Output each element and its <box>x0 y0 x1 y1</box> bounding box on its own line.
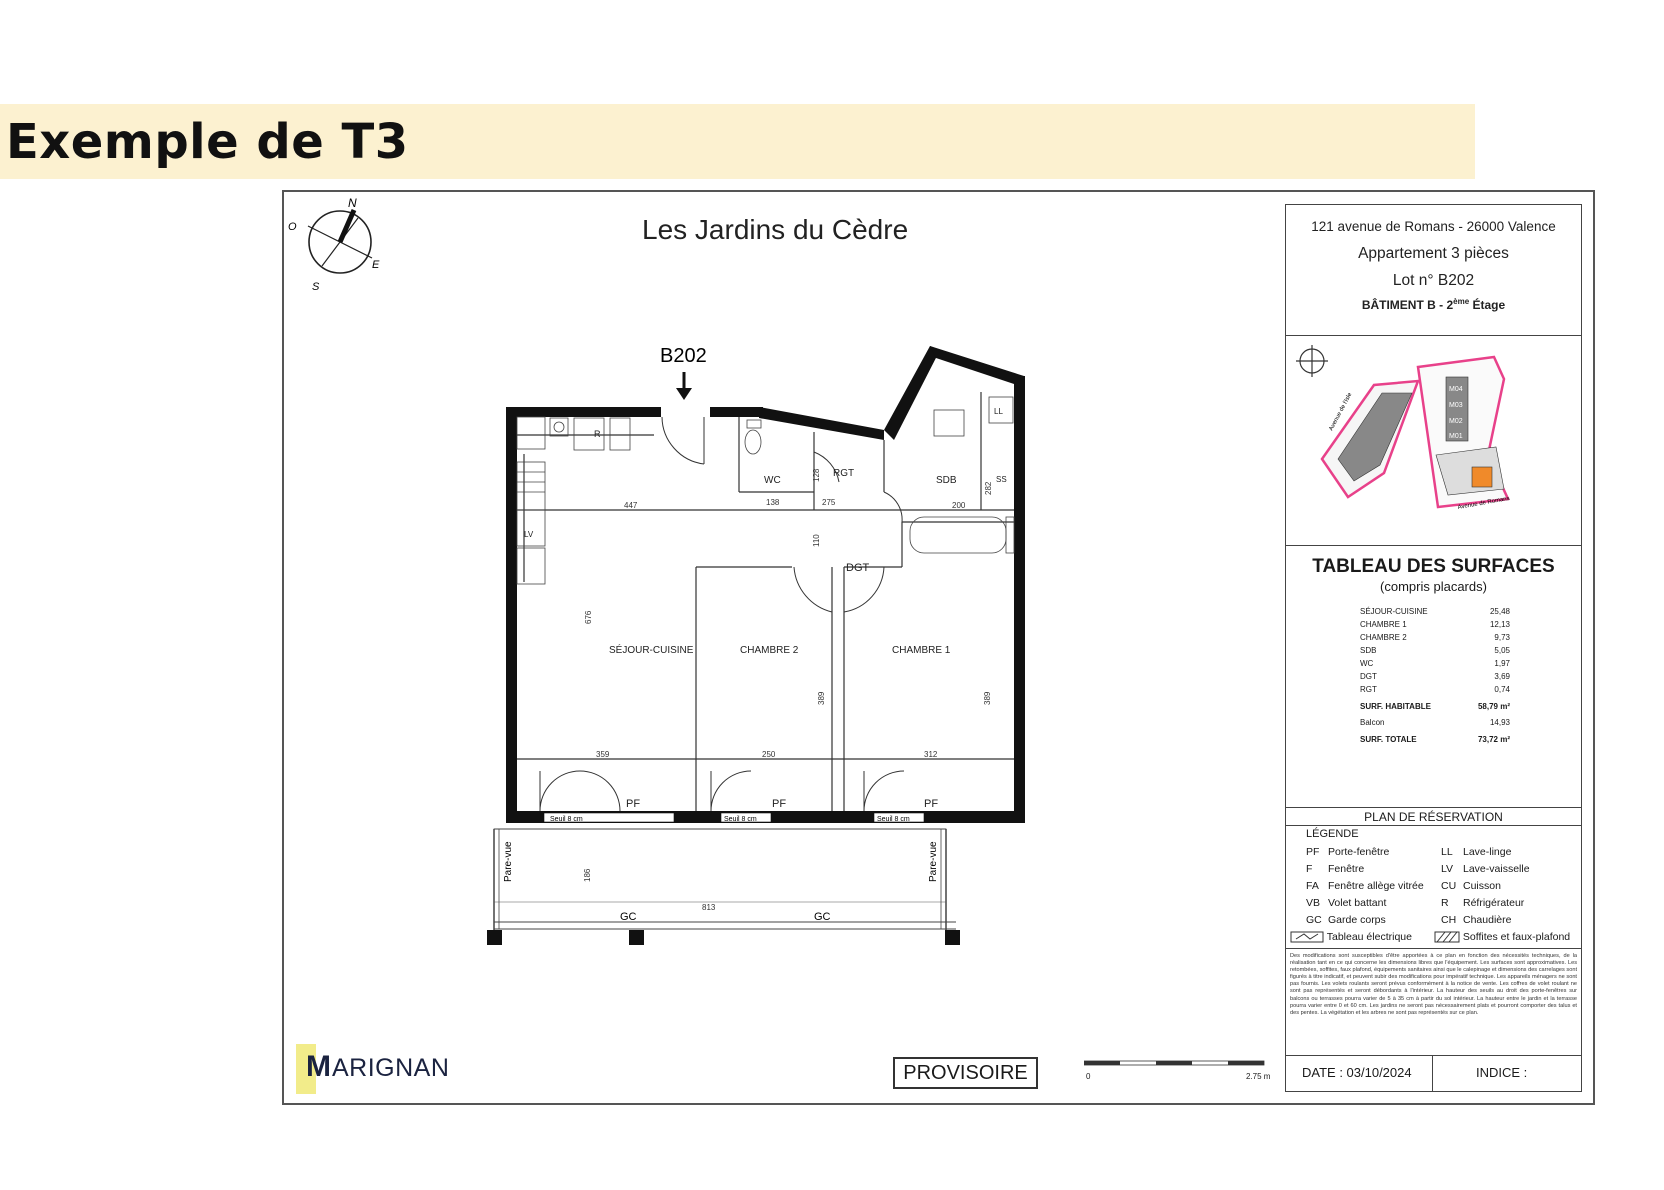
svg-text:M01: M01 <box>1449 433 1463 440</box>
apartment-type: Appartement 3 pièces <box>1358 245 1509 262</box>
room-rgt: RGT <box>833 468 855 479</box>
pare-vue-right: Pare-vue <box>928 841 939 882</box>
legend-item: CU Cuisson <box>1441 880 1501 892</box>
info-panel <box>1285 204 1582 1092</box>
legend-item: Tableau électrique <box>1290 931 1412 943</box>
scale-start: 0 <box>1086 1072 1091 1081</box>
room-wc: WC <box>764 475 781 486</box>
svg-text:186: 186 <box>583 868 592 882</box>
svg-text:813: 813 <box>702 903 716 912</box>
fixture-lv: LV <box>524 530 534 539</box>
surfaces-table <box>1360 605 1510 749</box>
total-row: SURF. TOTALE 73,72 m² <box>1360 735 1510 744</box>
svg-text:PF: PF <box>626 798 641 810</box>
table-row: SDB 5,05 <box>1360 646 1510 655</box>
legend-item: R Réfrigérateur <box>1441 897 1525 909</box>
svg-text:138: 138 <box>766 498 780 507</box>
pare-vue-left: Pare-vue <box>503 841 514 882</box>
svg-text:PF: PF <box>772 798 787 810</box>
banner-title: Exemple de T3 <box>6 114 409 170</box>
floor-plan <box>284 192 1284 972</box>
indice: INDICE : <box>1476 1065 1528 1080</box>
legend-item: GC Garde corps <box>1306 914 1386 926</box>
tableau-electrique-icon <box>1290 931 1324 943</box>
svg-text:359: 359 <box>596 750 610 759</box>
fixture-r: R <box>594 429 601 439</box>
svg-text:389: 389 <box>817 691 826 705</box>
legend-title: LÉGENDE <box>1306 828 1359 840</box>
legend-item: LL Lave-linge <box>1441 846 1512 858</box>
svg-text:Seuil 8 cm: Seuil 8 cm <box>877 816 910 823</box>
svg-text:PF: PF <box>924 798 939 810</box>
gc-right: GC <box>814 911 831 923</box>
legend-item: F Fenêtre <box>1306 863 1365 875</box>
disclaimer: Des modifications sont susceptibles d'être apportées à ce plan en fonction des nécessités techniques, de la réalisation tant en ce qui concerne les dimensions libres que l'équipement. Les surfaces sont approximatives. Les retombées, soffites, faux plafond, équipements sanitaires ainsi que le calepinage et dimensions des carrelages sont figurés à titre indicatif, et peuvent subir des modifications pour impératif technique. Les appareils ménagers ne sont pas fournis. Les volets roulants seront prévus conformément à la notice de vente. Les coffres de volet roulant ne sont pas représentés et seront débordants à l'intérieur. La hauteur des seuils au droit des porte-fenêtres sur balcons ou terrasses pourra varier de 5 à 35 cm à partir du sol intérieur. La hauteur entre le jardin et la terrasse pourra varier entre 0 et 60 cm. Les jardins ne seront pas nécessairement plats et pourront comporter des talus et des pentes. La végétation et les arbres ne sont pas représentés sur ce plan. <box>1290 953 1577 1016</box>
svg-text:Avenue de Romans: Avenue de Romans <box>1457 495 1511 511</box>
date-row <box>1286 1055 1581 1092</box>
site-plan <box>1286 337 1581 547</box>
svg-text:Seuil 8 cm: Seuil 8 cm <box>724 816 757 823</box>
compass-e: E <box>372 259 380 271</box>
room-dgt: DGT <box>846 562 870 574</box>
gc-left: GC <box>620 911 637 923</box>
surfaces-title: TABLEAU DES SURFACES <box>1312 556 1555 577</box>
table-row: RGT 0,74 <box>1360 685 1510 694</box>
address: 121 avenue de Romans - 26000 Valence <box>1311 219 1556 234</box>
table-row: CHAMBRE 2 9,73 <box>1360 633 1510 642</box>
legend-item: PF Porte-fenêtre <box>1306 846 1390 858</box>
plan-title: Les Jardins du Cèdre <box>642 214 909 245</box>
svg-text:128: 128 <box>812 468 821 482</box>
legend-item: CH Chaudière <box>1441 914 1512 926</box>
balcon-row: Balcon 14,93 <box>1360 718 1510 727</box>
scale-bar <box>1084 1058 1274 1088</box>
marignan-logo: M ARIGNAN <box>296 1042 466 1094</box>
soffites-hatch-icon <box>1434 931 1460 943</box>
table-row: SÉJOUR-CUISINE 25,48 <box>1360 607 1510 616</box>
compass-o: O <box>288 221 297 233</box>
table-row: WC 1,97 <box>1360 659 1510 668</box>
balcony <box>487 829 960 945</box>
lot-number: Lot n° B202 <box>1392 272 1475 289</box>
table-row: CHAMBRE 1 12,13 <box>1360 620 1510 629</box>
fixture-ss: SS <box>996 475 1007 484</box>
room-chambre1: CHAMBRE 1 <box>892 645 951 656</box>
legend-item: FA Fenêtre allège vitrée <box>1306 880 1424 892</box>
svg-text:389: 389 <box>983 691 992 705</box>
compass-s: S <box>312 281 320 292</box>
svg-text:Seuil 8 cm: Seuil 8 cm <box>550 816 583 823</box>
svg-text:312: 312 <box>924 750 938 759</box>
legend-item: VB Volet battant <box>1306 897 1387 909</box>
svg-text:M02: M02 <box>1449 418 1463 425</box>
room-chambre2: CHAMBRE 2 <box>740 645 799 656</box>
legend-item: Soffites et faux-plafond <box>1434 931 1570 943</box>
reservation-title: PLAN DE RÉSERVATION <box>1364 810 1503 824</box>
svg-text:676: 676 <box>584 610 593 624</box>
svg-text:M03: M03 <box>1449 402 1463 409</box>
room-sdb: SDB <box>936 475 957 486</box>
provisoire-stamp: PROVISOIRE <box>893 1057 1038 1089</box>
svg-text:M04: M04 <box>1449 386 1463 393</box>
entry-arrow-icon <box>676 388 692 400</box>
svg-text:275: 275 <box>822 498 836 507</box>
svg-text:110: 110 <box>812 534 821 547</box>
building-floor: BÂTIMENT B - 2ème Étage <box>1361 297 1506 312</box>
svg-text:282: 282 <box>984 481 993 495</box>
svg-text:Avenue de l'Isle: Avenue de l'Isle <box>1328 391 1354 432</box>
habitable-row: SURF. HABITABLE 58,79 m² <box>1360 702 1510 711</box>
svg-text:250: 250 <box>762 750 776 759</box>
compass-n: N <box>348 196 357 210</box>
date: DATE : 03/10/2024 <box>1302 1065 1412 1080</box>
table-row: DGT 3,69 <box>1360 672 1510 681</box>
lot-highlight <box>1472 467 1492 487</box>
surfaces-subtitle: (compris placards) <box>1380 579 1487 594</box>
svg-text:447: 447 <box>624 501 638 510</box>
room-sejour: SÉJOUR-CUISINE <box>609 645 694 656</box>
scale-end: 2.75 m <box>1246 1072 1271 1081</box>
svg-text:200: 200 <box>952 501 966 510</box>
legend-item: LV Lave-vaisselle <box>1441 863 1530 875</box>
fixture-ll: LL <box>994 407 1003 416</box>
header-banner <box>0 104 1475 179</box>
plan-sheet <box>282 190 1595 1105</box>
lot-marker: B202 <box>660 345 707 367</box>
